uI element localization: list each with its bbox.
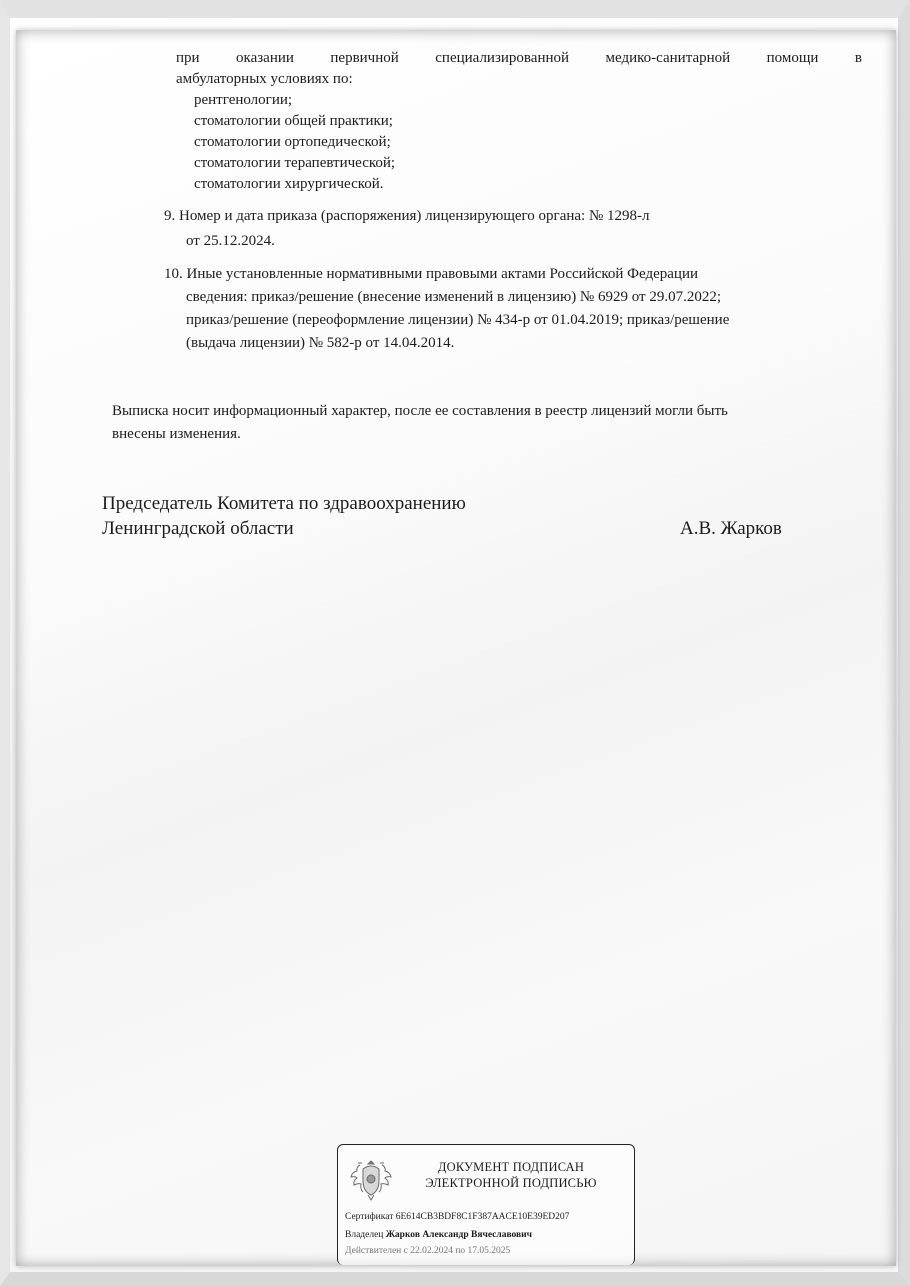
stamp-certificate [345, 1211, 569, 1223]
signatory-position-line2: Ленинградской области [102, 518, 294, 539]
signatory-name: А.В. Жарков [680, 518, 782, 539]
service-item: стоматологии общей практики; [194, 113, 393, 129]
item-10-line3: приказ/решение (переоформление лицензии) № 434-р от 01.04.2019; приказ/решение [186, 312, 730, 328]
item-10-line4: (выдача лицензии) № 582-р от 14.04.2014. [186, 335, 455, 351]
owner-label: Владелец [345, 1230, 384, 1240]
service-item: стоматологии терапевтической; [194, 155, 396, 171]
electronic-signature-stamp [337, 1144, 635, 1265]
services-intro-line2: амбулаторных условиях по: [176, 71, 353, 87]
owner-name: Жарков Александр Вячеславович [385, 1230, 532, 1240]
certificate-number: 6E614CB3BDF8C1F387AACE10E39ED207 [395, 1212, 570, 1222]
notice-line1: Выписка носит информационный характер, после ее составления в реестр лицензий могли быть [112, 403, 728, 419]
item-10-line2: сведения: приказ/решение (внесение изменений в лицензию) № 6929 от 29.07.2022; [186, 289, 722, 305]
service-item: стоматологии ортопедической; [194, 134, 391, 150]
notice-line2: внесены изменения. [112, 426, 241, 442]
service-item: рентгенологии; [194, 92, 293, 108]
stamp-title-line1: ДОКУМЕНТ ПОДПИСАН [437, 1160, 585, 1174]
stamp-title-line2: ЭЛЕКТРОННОЙ ПОДПИСЬЮ [425, 1176, 597, 1190]
services-intro-line1: при оказании первичной специализированной медико-санитарной помощи в [176, 50, 862, 66]
coat-of-arms-icon [346, 1155, 396, 1203]
signatory-position-line1: Председатель Комитета по здравоохранению [102, 493, 466, 514]
item-10-line1: 10. Иные установленные нормативными правовыми актами Российской Федерации [164, 266, 699, 282]
certificate-label: Сертификат [345, 1212, 394, 1222]
stamp-validity: Действителен с 22.02.2024 по 17.05.2025 [345, 1246, 511, 1256]
stamp-owner [345, 1229, 532, 1241]
item-9-line2: от 25.12.2024. [186, 233, 275, 249]
stamp-title [416, 1159, 606, 1191]
item-9-line1: 9. Номер и дата приказа (распоряжения) лицензирующего органа: № 1298-л [164, 208, 650, 224]
service-item: стоматологии хирургической. [194, 176, 384, 192]
